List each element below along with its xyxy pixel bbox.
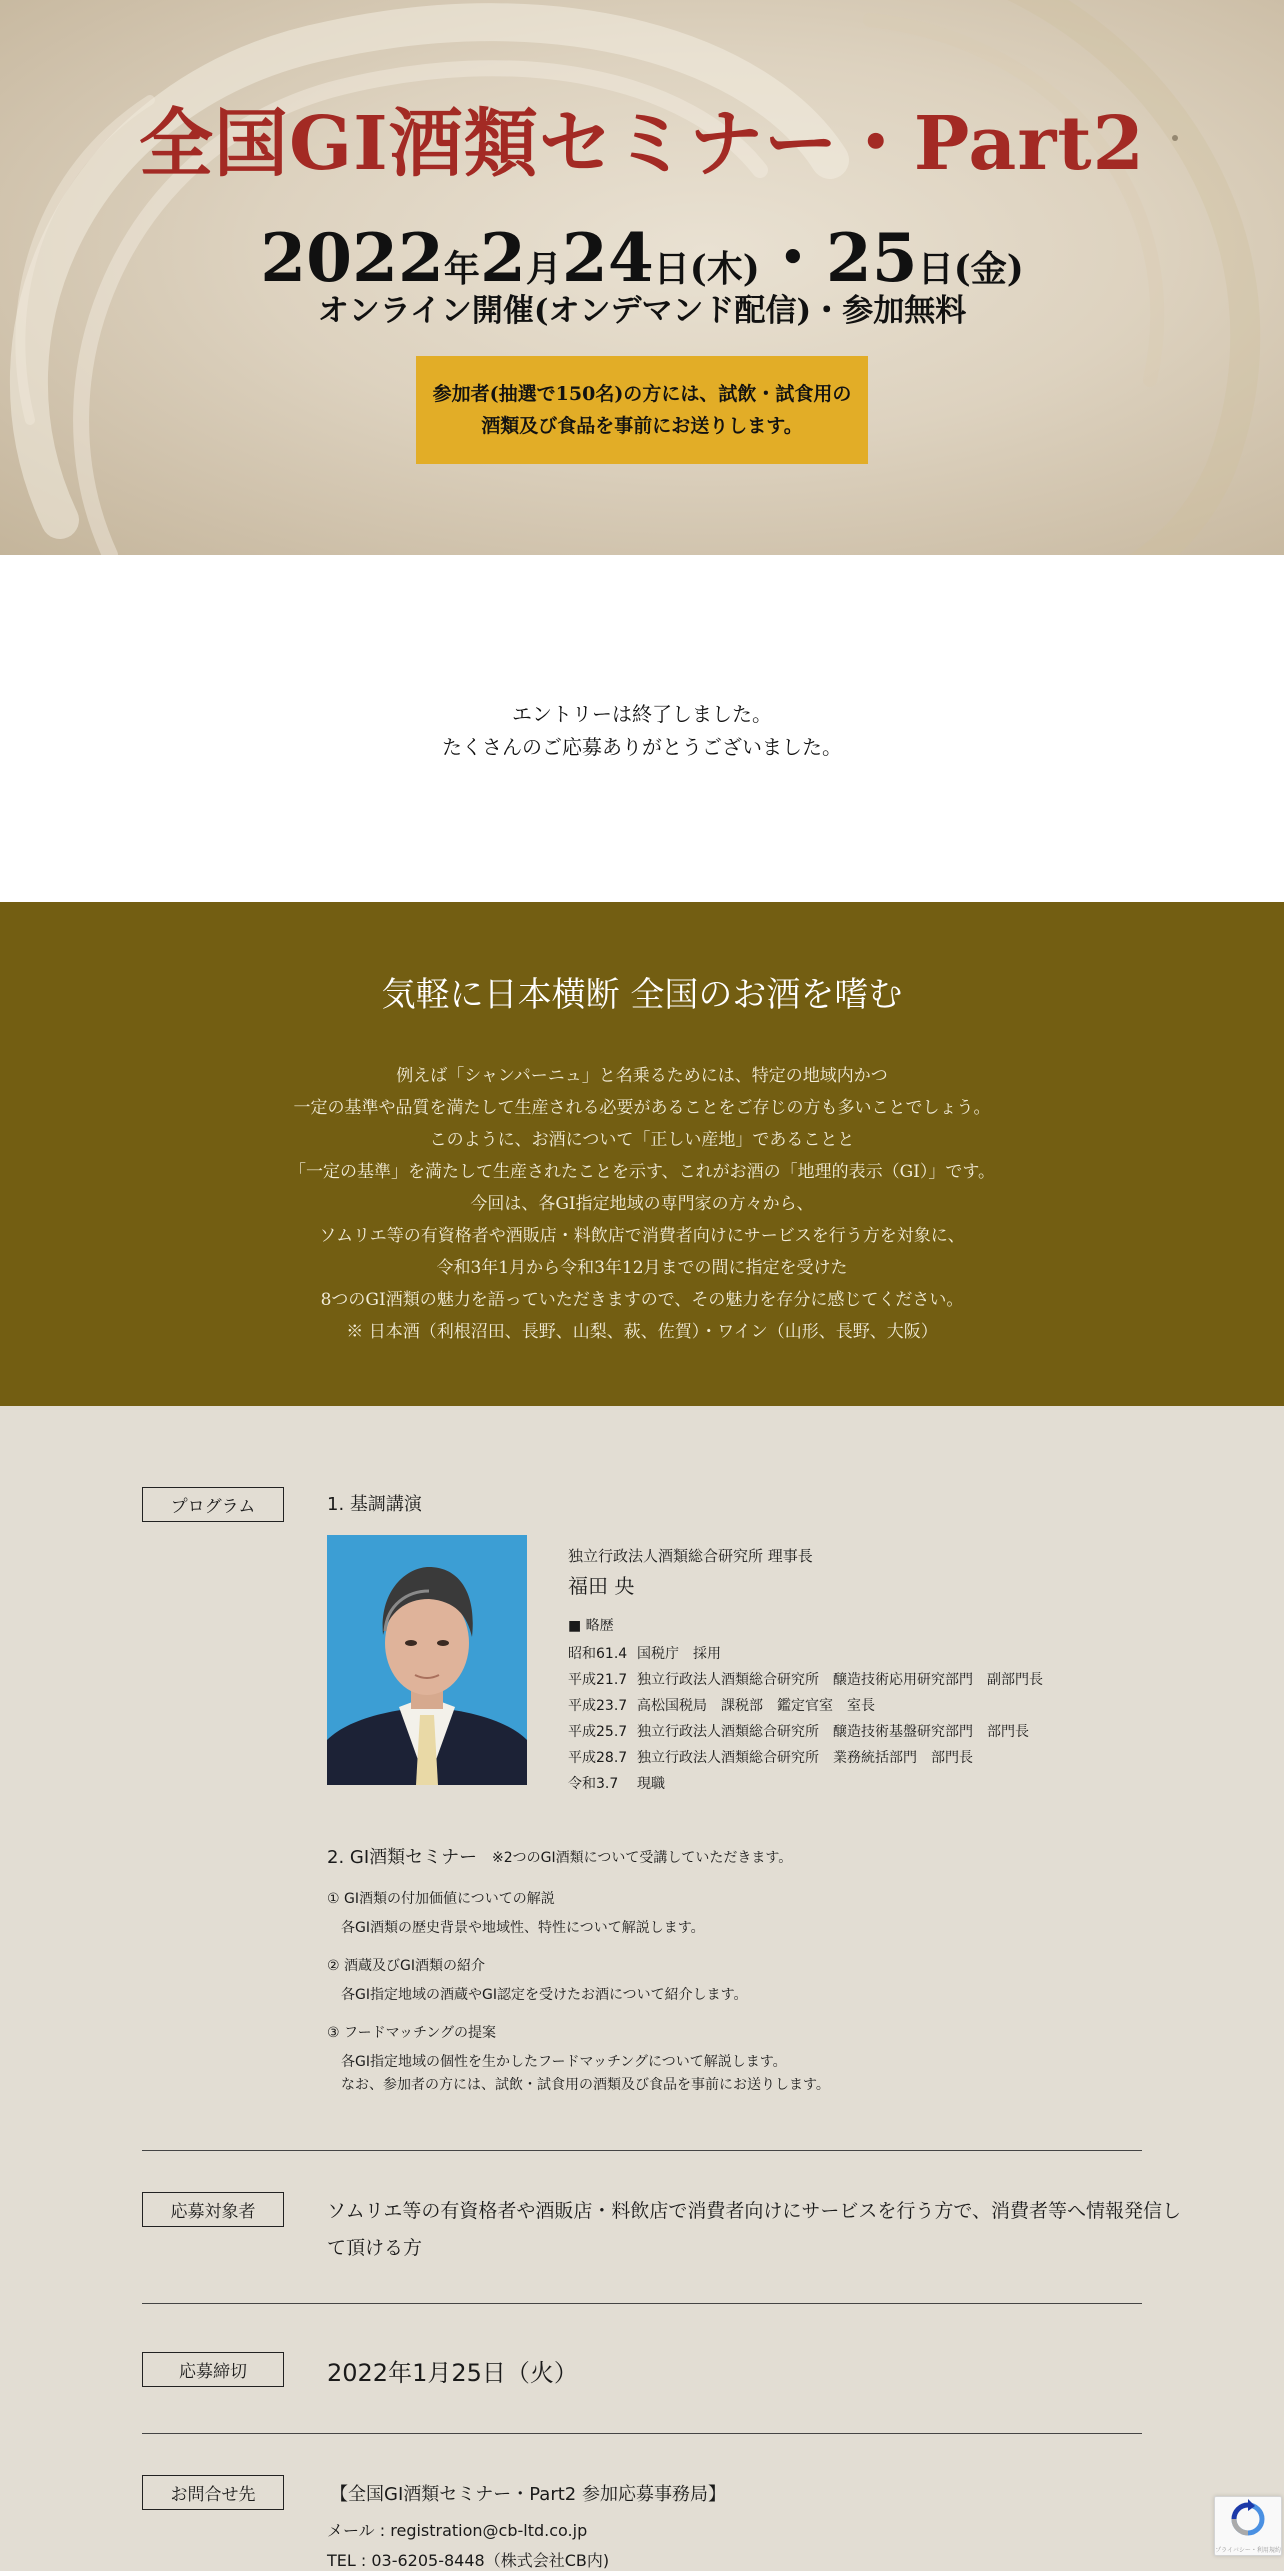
deadline-date: 2022年1月25日（火） bbox=[327, 2359, 578, 2387]
thank-you-message: たくさんのご応募ありがとうございました。 bbox=[442, 735, 842, 759]
seminar-item-title: ③ フードマッチングの提案 bbox=[327, 2025, 497, 2041]
contact-office: 【全国GI酒類セミナー・Part2 参加応募事務局】 bbox=[330, 2484, 726, 2505]
deadline-label: 応募締切 bbox=[142, 2352, 284, 2387]
recaptcha-icon bbox=[1215, 2497, 1281, 2541]
about-line: ソムリエ等の有資格者や酒販店・料飲店で消費者向けにサービスを行う方を対象に、 bbox=[319, 1226, 965, 1246]
contact-phone[interactable]: TEL : 03-6205-8448（株式会社CB内) bbox=[327, 2551, 610, 2570]
about-line: 今回は、各GI指定地域の専門家の方々から、 bbox=[470, 1194, 814, 1214]
career-heading: ■ 略歴 bbox=[568, 1618, 614, 1634]
program-label: プログラム bbox=[142, 1487, 284, 1522]
about-text bbox=[0, 1060, 1284, 1348]
event-title: 全国GI酒類セミナー・Part2 bbox=[138, 101, 1146, 187]
divider bbox=[142, 2303, 1142, 2304]
about-line: ※ 日本酒（利根沼田、長野、山梨、萩、佐賀）・ワイン（山形、長野、大阪） bbox=[346, 1322, 938, 1342]
about-line: このように、お酒について「正しい産地」であることと bbox=[429, 1130, 855, 1150]
career-date: 平成23.7 bbox=[568, 1698, 628, 1714]
hero-banner bbox=[0, 0, 1284, 555]
contact-email[interactable]: メール : registration@cb-ltd.co.jp bbox=[327, 2521, 588, 2540]
about-line: 例えば「シャンパーニュ」と名乗るためには、特定の地域内かつ bbox=[396, 1066, 888, 1086]
seminar-item-title: ② 酒蔵及びGI酒類の紹介 bbox=[327, 1958, 485, 1974]
speaker-photo bbox=[327, 1535, 527, 1785]
career-description: 国税庁 採用 bbox=[637, 1646, 721, 1662]
seminar-note: ※2つのGI酒類について受講していただきます。 bbox=[492, 1850, 793, 1866]
recaptcha-caption[interactable]: プライバシー・利用規約 bbox=[1215, 2547, 1281, 2554]
career-description: 高松国税局 課税部 鑑定官室 室長 bbox=[637, 1698, 875, 1714]
date-part: 2022 bbox=[260, 219, 444, 297]
about-line: 一定の基準や品質を満たして生産される必要があることをご存じの方も多いことでしょう。 bbox=[293, 1098, 991, 1118]
entry-closed-section bbox=[0, 555, 1284, 902]
divider bbox=[142, 2150, 1142, 2151]
career-description: 独立行政法人酒類総合研究所 醸造技術応用研究部門 副部門長 bbox=[637, 1672, 1043, 1688]
career-date: 平成28.7 bbox=[568, 1750, 628, 1766]
seminar-item-title: ① GI酒類の付加価値についての解説 bbox=[327, 1891, 555, 1907]
date-part: 25 bbox=[825, 219, 918, 297]
seminar-title: 2. GI酒類セミナー bbox=[327, 1847, 478, 1868]
date-part: 日(木) bbox=[653, 248, 760, 290]
about-heading: 気軽に日本横断 全国のお酒を嗜む bbox=[381, 975, 903, 1015]
keynote-title: 1. 基調講演 bbox=[327, 1494, 422, 1515]
seminar-item-description: 各GI酒類の歴史背景や地域性、特性について解説します。 bbox=[341, 1920, 705, 1936]
recaptcha-badge[interactable] bbox=[1214, 2496, 1282, 2556]
about-line: 令和3年1月から令和3年12月までの間に指定を受けた bbox=[436, 1258, 848, 1278]
career-description: 現職 bbox=[637, 1776, 665, 1792]
sample-notice-box bbox=[416, 356, 868, 464]
divider bbox=[142, 2433, 1142, 2434]
date-part: 2 bbox=[479, 219, 526, 297]
career-date: 平成25.7 bbox=[568, 1724, 628, 1740]
date-part: 日(金) bbox=[917, 248, 1024, 290]
career-description: 独立行政法人酒類総合研究所 業務統括部門 部門長 bbox=[637, 1750, 973, 1766]
speaker-organization: 独立行政法人酒類総合研究所 理事長 bbox=[568, 1547, 813, 1565]
date-part: ・ bbox=[759, 219, 826, 297]
target-text: ソムリエ等の有資格者や酒販店・料飲店で消費者向けにサービスを行う方で、消費者等へ情報発信し bbox=[327, 2200, 1182, 2222]
contact-label: お問合せ先 bbox=[142, 2475, 284, 2510]
seminar-item-description: 各GI指定地域の個性を生かしたフードマッチングについて解説します。 bbox=[341, 2054, 787, 2070]
career-date: 昭和61.4 bbox=[568, 1646, 628, 1662]
target-text-continued: て頂ける方 bbox=[327, 2237, 423, 2259]
date-part: 24 bbox=[561, 219, 654, 297]
about-section bbox=[0, 902, 1284, 1406]
event-format: オンライン開催(オンデマンド配信)・参加無料 bbox=[317, 293, 967, 329]
career-description: 独立行政法人酒類総合研究所 醸造技術基盤研究部門 部門長 bbox=[637, 1724, 1029, 1740]
sample-notice-line: 参加者(抽選で150名)の方には、試飲・試食用の bbox=[432, 383, 852, 405]
sample-notice-line: 酒類及び食品を事前にお送りします。 bbox=[481, 415, 803, 437]
entry-closed-message: エントリーは終了しました。 bbox=[512, 702, 772, 726]
career-date: 平成21.7 bbox=[568, 1672, 628, 1688]
date-part: 年 bbox=[443, 248, 480, 290]
speaker-name: 福田 央 bbox=[568, 1574, 635, 1598]
about-line: 8つのGI酒類の魅力を語っていただきますので、その魅力を存分に感じてください。 bbox=[320, 1290, 964, 1310]
about-line: 「一定の基準」を満たして生産されたことを示す、これがお酒の「地理的表示（GI）」です。 bbox=[288, 1162, 996, 1182]
target-label: 応募対象者 bbox=[142, 2192, 284, 2227]
career-date: 令和3.7 bbox=[568, 1776, 619, 1792]
seminar-item-description: 各GI指定地域の酒蔵やGI認定を受けたお酒について紹介します。 bbox=[341, 1987, 748, 2003]
seminar-item-description: なお、参加者の方には、試飲・試食用の酒類及び食品を事前にお送りします。 bbox=[341, 2077, 830, 2093]
date-part: 月 bbox=[525, 248, 562, 290]
